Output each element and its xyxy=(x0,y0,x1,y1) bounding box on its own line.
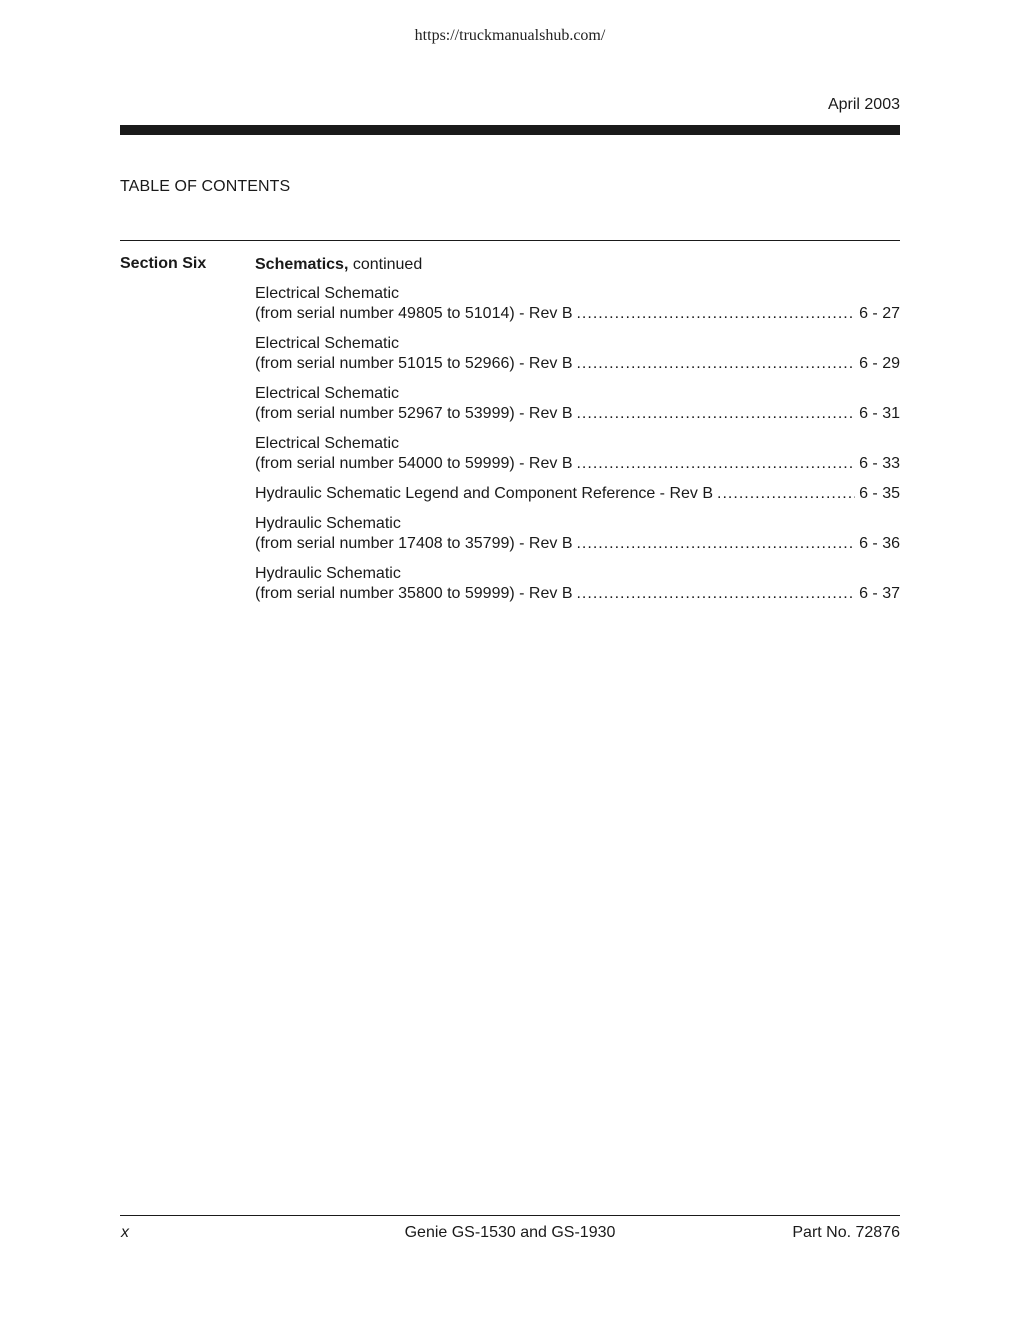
toc-entry[interactable] xyxy=(255,484,900,504)
toc-entry-list xyxy=(255,284,900,604)
toc-entry-page: 6 - 29 xyxy=(859,355,900,372)
toc-entry-description: (from serial number 17408 to 35799) - Rev B xyxy=(255,535,573,552)
footer-rule xyxy=(120,1215,900,1216)
dot-leader xyxy=(717,484,855,504)
section-label: Section Six xyxy=(120,255,207,272)
dot-leader xyxy=(576,454,855,474)
toc-entry-page: 6 - 31 xyxy=(859,405,900,422)
source-url: https://truckmanualshub.com/ xyxy=(414,27,606,44)
header-rule xyxy=(120,240,900,241)
toc-entry-title: Electrical Schematic xyxy=(255,285,400,302)
toc-entry-line xyxy=(255,454,900,474)
toc-entry-line xyxy=(255,534,900,554)
toc-entry-line xyxy=(255,584,900,604)
footer-part-number: Part No. 72876 xyxy=(792,1224,900,1241)
toc-entry[interactable] xyxy=(255,564,900,604)
toc-entry-line xyxy=(255,404,900,424)
toc-entry-title: Hydraulic Schematic xyxy=(255,565,401,582)
dot-leader xyxy=(576,354,855,374)
toc-entry-line xyxy=(255,484,900,504)
header-bar xyxy=(120,125,900,135)
toc-entries xyxy=(255,255,900,614)
section-heading-suffix: continued xyxy=(348,256,423,273)
dot-leader xyxy=(576,304,855,324)
toc-entry[interactable] xyxy=(255,434,900,474)
toc-entry-description: (from serial number 49805 to 51014) - Rev B xyxy=(255,305,573,322)
toc-entry-page: 6 - 35 xyxy=(859,485,900,502)
dot-leader xyxy=(576,584,855,604)
dot-leader xyxy=(576,534,855,554)
section-heading xyxy=(255,255,900,275)
toc-entry-title: Electrical Schematic xyxy=(255,335,400,352)
footer-product-name: Genie GS-1530 and GS-1930 xyxy=(404,1224,616,1241)
toc-entry-page: 6 - 33 xyxy=(859,455,900,472)
footer-page-number: x xyxy=(121,1224,129,1241)
toc-entry-description: (from serial number 52967 to 53999) - Rev B xyxy=(255,405,573,422)
toc-entry-title: Electrical Schematic xyxy=(255,435,400,452)
toc-entry-title: Hydraulic Schematic xyxy=(255,515,401,532)
toc-entry-description: (from serial number 35800 to 59999) - Rev B xyxy=(255,585,573,602)
toc-entry-line xyxy=(255,304,900,324)
toc-entry-description: Hydraulic Schematic Legend and Component Reference - Rev B xyxy=(255,485,714,502)
toc-entry-page: 6 - 37 xyxy=(859,585,900,602)
toc-entry[interactable] xyxy=(255,384,900,424)
toc-entry-title: Electrical Schematic xyxy=(255,385,400,402)
dot-leader xyxy=(576,404,855,424)
section-heading-bold: Schematics, xyxy=(255,256,349,273)
page-title: TABLE OF CONTENTS xyxy=(120,178,291,195)
publication-date: April 2003 xyxy=(827,96,900,113)
toc-entry-description: (from serial number 51015 to 52966) - Rev B xyxy=(255,355,573,372)
toc-entry-page: 6 - 36 xyxy=(859,535,900,552)
toc-entry-page: 6 - 27 xyxy=(859,305,900,322)
toc-entry[interactable] xyxy=(255,514,900,554)
toc-entry[interactable] xyxy=(255,334,900,374)
toc-entry-description: (from serial number 54000 to 59999) - Rev B xyxy=(255,455,573,472)
toc-entry-line xyxy=(255,354,900,374)
toc-entry[interactable] xyxy=(255,284,900,324)
